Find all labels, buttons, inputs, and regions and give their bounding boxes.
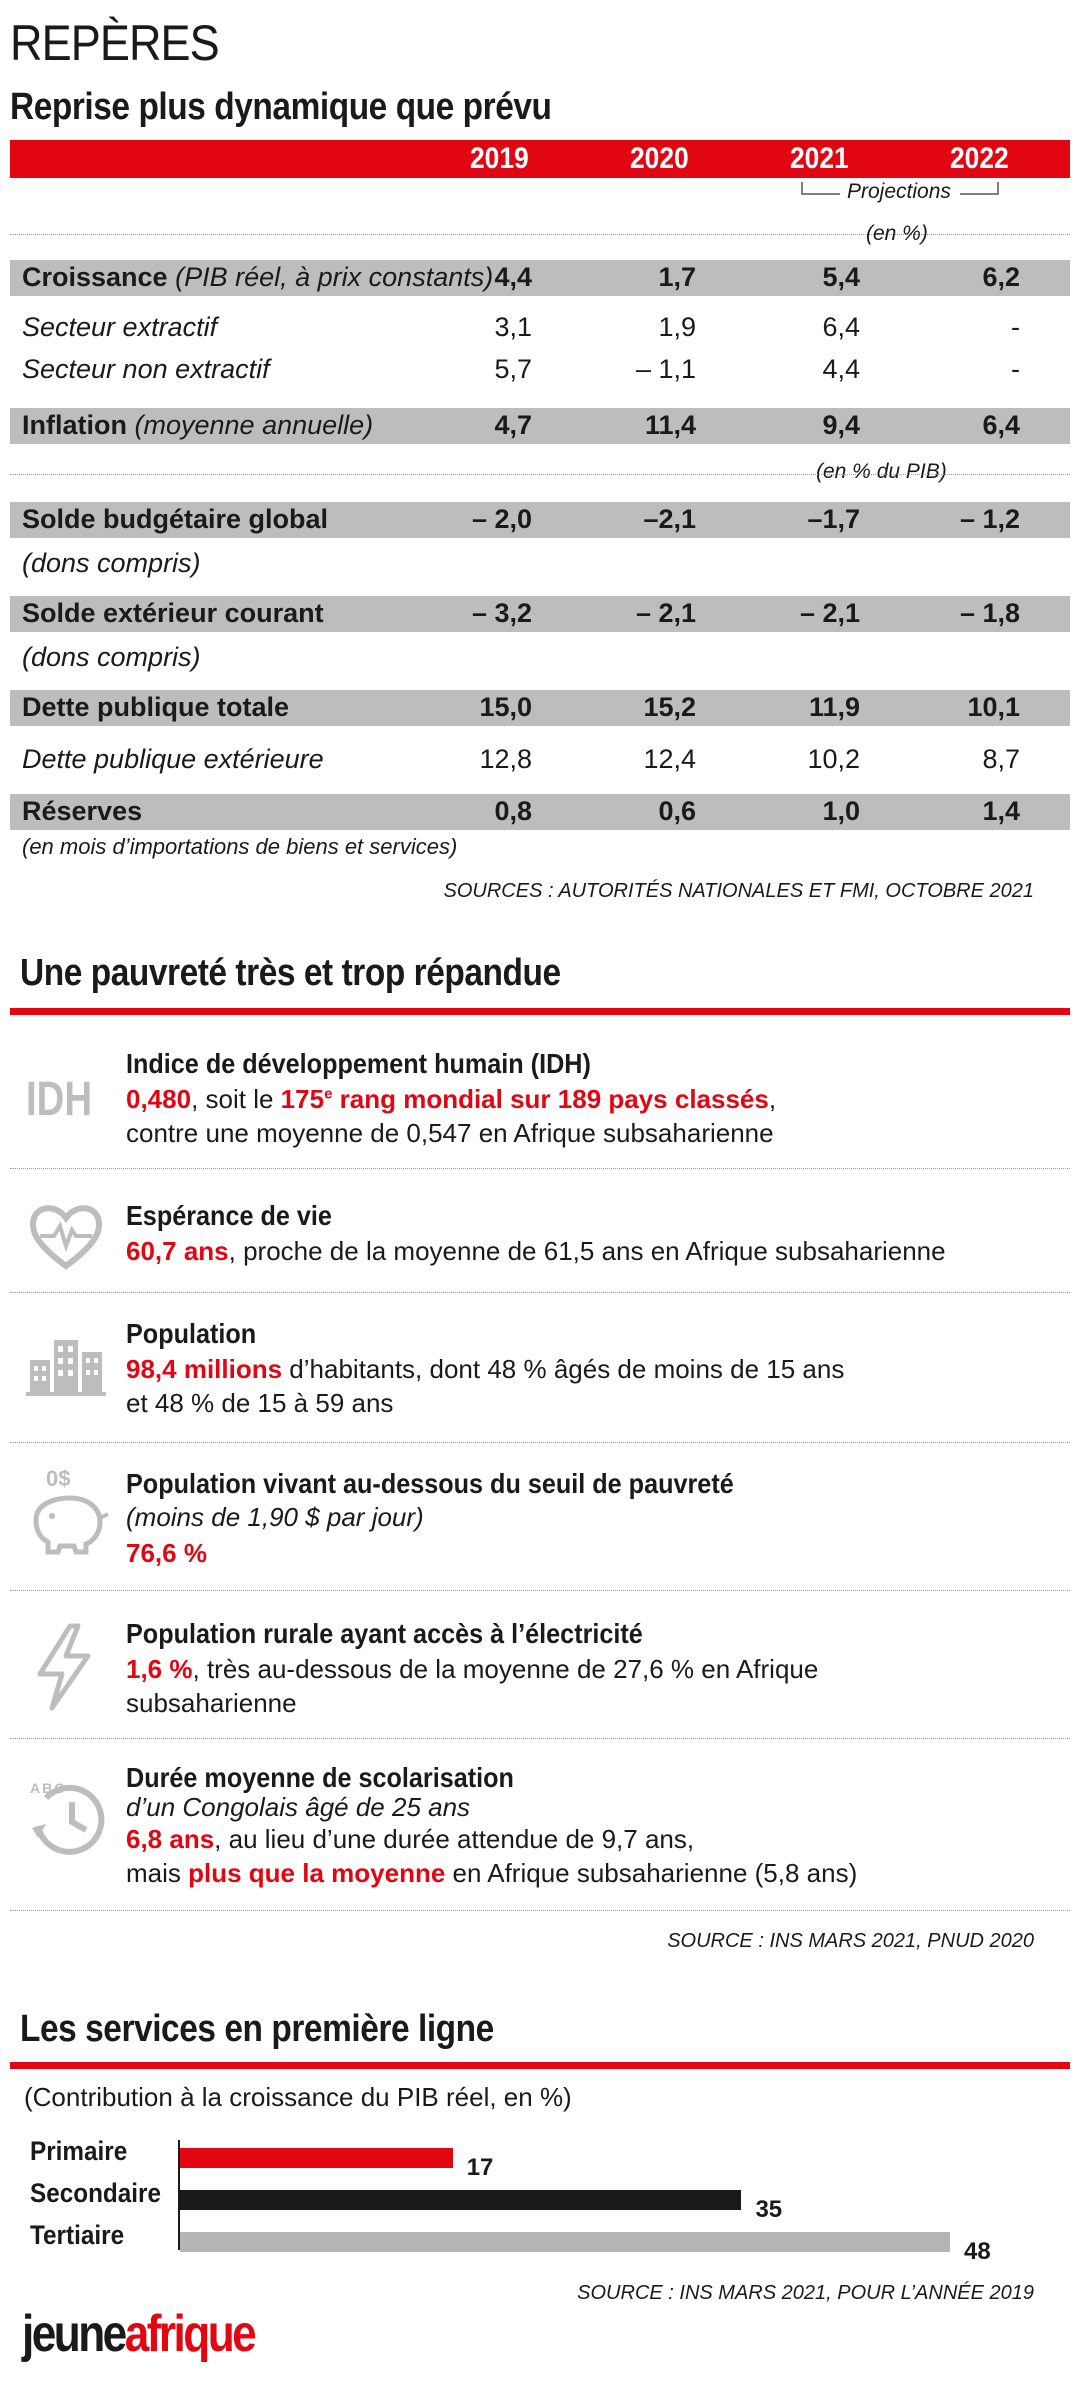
year-2020: 2020 <box>630 142 689 175</box>
item-text: mais plus que la moyenne en Afrique subsaharienne (5,8 ans) <box>126 1858 858 1888</box>
cell-value: – 2,1 <box>799 598 860 628</box>
item-subtitle: (moins de 1,90 $ par jour) <box>126 1502 424 1532</box>
table-row-solde-budgetaire <box>10 502 1070 538</box>
divider <box>10 474 1070 475</box>
abc-clock-icon: ABC <box>26 1776 106 1866</box>
cell-value: –2,1 <box>643 504 696 534</box>
unit-percent-pib: (en % du PIB) <box>816 460 947 483</box>
cell-value: –1,7 <box>807 504 860 534</box>
divider <box>10 1442 1070 1443</box>
item-text: 60,7 ans, proche de la moyenne de 61,5 ans en Afrique subsaharienne <box>126 1236 946 1266</box>
table-row-extractif <box>10 310 1070 346</box>
cell-value: 6,4 <box>982 410 1020 440</box>
cell-value: 1,7 <box>658 262 696 292</box>
row-label: (dons compris) <box>22 548 201 578</box>
bar-value-label: 48 <box>964 2238 991 2265</box>
cell-value: 11,9 <box>808 692 860 722</box>
item-text: et 48 % de 15 à 59 ans <box>126 1388 394 1418</box>
section1-title: Reprise plus dynamique que prévu <box>10 86 552 128</box>
cell-value: 4,4 <box>494 262 532 292</box>
cell-value: 0,6 <box>658 796 696 826</box>
reserves-note: (en mois d’importations de biens et services) <box>22 834 458 859</box>
item-title: Population rurale ayant accès à l’électricité <box>126 1618 643 1649</box>
row-label: Solde extérieur courant <box>22 598 324 628</box>
row-label: (dons compris) <box>22 642 201 672</box>
cell-value: 15,0 <box>479 692 532 722</box>
unit-percent: (en %) <box>866 222 928 245</box>
cell-value: 1,4 <box>982 796 1020 826</box>
section3-title: Les services en première ligne <box>20 2008 494 2050</box>
table-row-dette-exterieure <box>10 742 1070 778</box>
table-row-inflation <box>10 408 1070 444</box>
cell-value: 10,1 <box>967 692 1020 722</box>
table-row-dons-compris <box>10 546 1070 582</box>
cell-value: 6,2 <box>982 262 1020 292</box>
table-row-solde-exterieur <box>10 596 1070 632</box>
cell-value: - <box>1011 354 1020 384</box>
cell-value: 8,7 <box>982 744 1020 774</box>
cell-value: 15,2 <box>643 692 696 722</box>
row-sublabel: (moyenne annuelle) <box>134 410 374 440</box>
cell-value: 4,4 <box>822 354 860 384</box>
year-2019: 2019 <box>470 142 529 175</box>
table-row-dons-compris <box>10 640 1070 676</box>
item-text: subsaharienne <box>126 1688 297 1718</box>
contribution-bar-chart <box>0 2130 1080 2265</box>
table-row-dette-totale <box>10 690 1070 726</box>
section2-source: SOURCE : INS MARS 2021, PNUD 2020 <box>667 1930 1034 1952</box>
cell-value: 11,4 <box>644 410 696 440</box>
divider <box>10 1590 1070 1591</box>
section1-source: SOURCES : AUTORITÉS NATIONALES ET FMI, OCTOBRE 2021 <box>443 880 1034 902</box>
item-subtitle: d’un Congolais âgé de 25 ans <box>126 1792 471 1822</box>
item-title: Espérance de vie <box>126 1200 332 1231</box>
bar <box>180 2232 950 2252</box>
cell-value: – 1,8 <box>959 598 1020 628</box>
chart-subtitle: (Contribution à la croissance du PIB réel, en %) <box>24 2082 572 2112</box>
divider <box>10 1292 1070 1293</box>
cell-value: – 2,0 <box>471 504 532 534</box>
cell-value: 9,4 <box>822 410 860 440</box>
projections-label: Projections <box>847 180 951 203</box>
heart-pulse-icon <box>26 1196 106 1276</box>
bar <box>180 2190 741 2210</box>
item-text: 1,6 %, très au-dessous de la moyenne de 27,6 % en Afrique <box>126 1654 819 1684</box>
item-title: Durée moyenne de scolarisation <box>126 1762 514 1793</box>
idh-icon: IDH <box>26 1073 93 1126</box>
divider <box>10 1738 1070 1739</box>
item-title: Population vivant au-dessous du seuil de pauvreté <box>126 1468 734 1499</box>
item-text: contre une moyenne de 0,547 en Afrique subsaharienne <box>126 1118 774 1148</box>
section3-source: SOURCE : INS MARS 2021, POUR L’ANNÉE 2019 <box>577 2282 1034 2304</box>
cell-value: – 2,1 <box>635 598 696 628</box>
cell-value: - <box>1011 312 1020 342</box>
bar-value-label: 35 <box>755 2196 783 2223</box>
bar-label: Secondaire <box>30 2178 162 2208</box>
cell-value: 5,7 <box>494 354 532 384</box>
cell-value: 4,7 <box>494 410 532 440</box>
cell-value: 12,4 <box>643 744 696 774</box>
row-label: Solde budgétaire global <box>22 504 329 534</box>
lightning-icon <box>26 1622 106 1712</box>
cell-value: 6,4 <box>822 312 860 342</box>
cell-value: 3,1 <box>494 312 532 342</box>
item-text: 0,480, soit le 175e rang mondial sur 189 pays classés, <box>126 1084 777 1114</box>
buildings-icon <box>26 1320 106 1400</box>
cell-value: 10,2 <box>807 744 860 774</box>
cell-value: – 1,2 <box>959 504 1020 534</box>
section3-rule <box>10 2062 1070 2069</box>
row-label: Secteur extractif <box>22 312 218 342</box>
item-text: 76,6 % <box>126 1538 207 1568</box>
bar-label: Tertiaire <box>30 2220 125 2250</box>
section2-rule <box>10 1008 1070 1015</box>
piggy-bank-icon: 0$ <box>26 1466 106 1566</box>
table-row-non-extractif <box>10 352 1070 388</box>
row-label: Inflation <box>22 410 127 440</box>
year-2022: 2022 <box>950 142 1009 175</box>
jeuneafrique-logo: jeuneafrique <box>22 2305 255 2363</box>
cell-value: – 3,2 <box>471 598 532 628</box>
table-row-croissance <box>10 260 1070 296</box>
row-sublabel: (PIB réel, à prix constants) <box>175 262 494 292</box>
item-text: 98,4 millions d’habitants, dont 48 % âgés de moins de 15 ans <box>126 1354 845 1384</box>
divider <box>10 1168 1070 1169</box>
item-title: Population <box>126 1318 257 1349</box>
divider <box>10 1910 1070 1911</box>
years-header-bar <box>10 140 1070 178</box>
row-label: Croissance <box>22 262 168 292</box>
item-text: 6,8 ans, au lieu d’une durée attendue de 9,7 ans, <box>126 1824 695 1854</box>
page-header-title: REPÈRES <box>10 15 219 71</box>
section2-title: Une pauvreté très et trop répandue <box>20 952 561 994</box>
row-label: Secteur non extractif <box>22 354 270 384</box>
year-2021: 2021 <box>790 142 849 175</box>
bar <box>180 2148 453 2168</box>
item-title: Indice de développement humain (IDH) <box>126 1048 591 1079</box>
bar-label: Primaire <box>30 2136 128 2166</box>
cell-value: – 1,1 <box>635 354 696 384</box>
cell-value: 0,8 <box>494 796 532 826</box>
row-label: Dette publique totale <box>22 692 290 722</box>
cell-value: 1,0 <box>822 796 860 826</box>
cell-value: 5,4 <box>822 262 860 292</box>
row-label: Réserves <box>22 796 143 826</box>
cell-value: 1,9 <box>658 312 696 342</box>
table-row-reserves <box>10 794 1070 830</box>
cell-value: 12,8 <box>479 744 532 774</box>
bar-value-label: 17 <box>466 2154 494 2181</box>
row-label: Dette publique extérieure <box>22 744 324 774</box>
